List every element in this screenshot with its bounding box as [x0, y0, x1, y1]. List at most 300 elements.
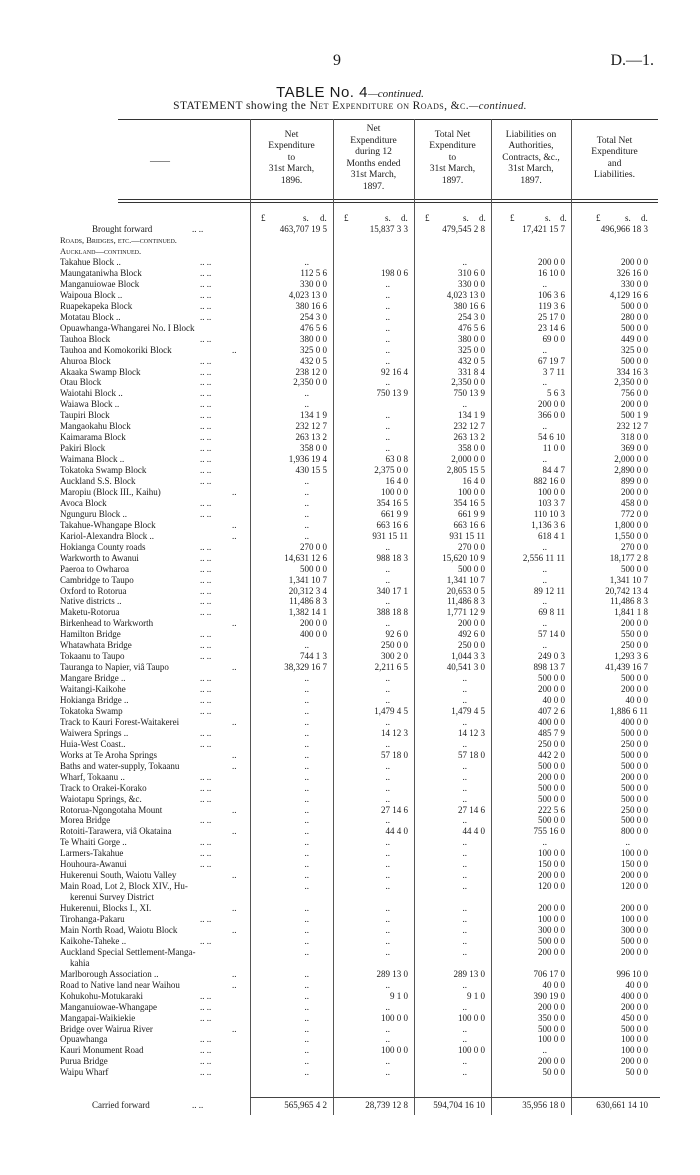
table-row	[0, 936, 700, 947]
cell-value: 270 0 0	[458, 541, 485, 552]
cell-value: 350 0 0	[538, 1012, 565, 1023]
cell-value: 198 0 6	[381, 267, 408, 278]
cell-value: ..	[462, 793, 467, 804]
cell-value: 20,742 13 4	[605, 585, 648, 596]
cell-value: ..	[304, 859, 309, 870]
column-header-line: 1896.	[280, 175, 303, 186]
table-row	[0, 684, 700, 695]
leader-dots: ..	[232, 979, 237, 990]
table-row	[0, 969, 700, 980]
row-label: Kariol-Alexandra Block ..	[60, 530, 154, 541]
cell-value: ..	[385, 1034, 390, 1045]
leader-dots: .. ..	[200, 640, 212, 651]
table-row	[0, 1024, 700, 1035]
cell-value: 11,486 8 3	[289, 596, 327, 607]
row-label: Auckland Special Settlement-Manga-	[60, 946, 196, 957]
leader-dots: .. ..	[200, 278, 212, 289]
cell-value: 331 8 4	[458, 366, 485, 377]
leader-dots: ..	[232, 662, 237, 673]
cell-value: 100 0 0	[621, 1034, 648, 1045]
table-row	[0, 596, 700, 607]
cell-value: 358 0 0	[300, 443, 327, 454]
cell-value: 1,841 1 8	[614, 607, 648, 618]
column-header-line: Total Net	[596, 135, 633, 146]
leader-dots: .. ..	[200, 793, 212, 804]
row-label: Rotorua-Ngongotaha Mount	[60, 804, 163, 815]
table-row	[0, 1034, 700, 1045]
row-label: Waimana Block ..	[60, 454, 125, 465]
cell-value: ..	[304, 881, 309, 892]
row-label: Track to Kauri Forest-Waitakerei	[60, 716, 180, 727]
cell-value: ..	[304, 782, 309, 793]
leader-dots: ..	[232, 760, 237, 771]
cell-value: ..	[304, 388, 309, 399]
cell-value: 744 1 3	[300, 651, 327, 662]
cell-value: ..	[542, 421, 547, 432]
leader-dots: .. ..	[200, 837, 212, 848]
cell-value: 263 13 2	[295, 432, 327, 443]
row-label: Main North Road, Waiotu Block	[60, 924, 178, 935]
cell-value: ..	[304, 1067, 309, 1078]
cell-value: ..	[462, 695, 467, 705]
row-label: Kaimarama Block	[60, 432, 126, 443]
header-bottom-rule-2	[118, 202, 658, 203]
cell-value: ..	[304, 771, 309, 782]
table-row	[0, 575, 700, 586]
cell-value: 200 0 0	[621, 946, 648, 957]
table-row	[0, 925, 700, 936]
cell-value: 120 0 0	[621, 881, 648, 892]
leader-dots: ..	[232, 749, 237, 760]
cell-value: 38,329 16 7	[284, 662, 327, 673]
cell-value: ..	[542, 596, 547, 607]
table-row	[0, 761, 700, 772]
cell-value: 750 13 9	[376, 388, 408, 399]
row-label: Huia-West Coast..	[60, 738, 126, 749]
table-row	[0, 651, 700, 662]
table-row	[0, 805, 700, 816]
cell-value: ..	[385, 596, 390, 607]
cell-value: ..	[304, 815, 309, 826]
cell-value: 50 0 0	[625, 1067, 648, 1078]
cell-value: 200 0 0	[538, 870, 565, 881]
row-label: Cambridge to Taupo	[60, 574, 134, 585]
cell-value: 432 0 5	[300, 355, 327, 366]
cell-value: 407 2 6	[538, 705, 565, 716]
leader-dots: .. ..	[200, 859, 212, 870]
cell-value: 200 0 0	[621, 257, 648, 267]
cell-value: 40 0 0	[625, 979, 648, 990]
row-label: Wharf, Tokaanu ..	[60, 771, 125, 782]
row-label: Hukerenui, Blocks I., XI.	[60, 903, 152, 914]
leader-dots: .. ..	[200, 410, 212, 421]
table-row	[0, 268, 700, 279]
cell-value: 300 2 0	[381, 651, 408, 662]
row-label: Hokianga Bridge ..	[60, 695, 129, 705]
cell-value: 2,350 0 0	[451, 377, 485, 388]
row-label: Waiotahi Block ..	[60, 388, 123, 399]
cell-value: 366 0 0	[538, 410, 565, 421]
row-label: Road to Native land near Waihou	[60, 979, 180, 990]
cell-value: 100 0 0	[621, 848, 648, 859]
cell-value: 476 5 6	[458, 322, 485, 333]
cell-value: 430 15 5	[295, 465, 327, 476]
cell-value: 200 0 0	[538, 903, 565, 914]
cell-value: ..	[385, 574, 390, 585]
cell-value: ..	[304, 399, 309, 410]
cell-value: ..	[385, 355, 390, 366]
table-row	[0, 531, 700, 542]
cell-value: ..	[385, 815, 390, 826]
cell-value: 500 0 0	[621, 793, 648, 804]
cell-value: 898 13 7	[533, 662, 565, 673]
table-row	[0, 356, 700, 367]
cell-value: 500 0 0	[538, 760, 565, 771]
table-row	[0, 673, 700, 684]
cell-value: 500 0 0	[538, 1023, 565, 1034]
row-label: Tokatoka Swamp Block	[60, 465, 147, 476]
cell-value: ..	[304, 870, 309, 881]
cell-value: ..	[385, 618, 390, 629]
cell-value: 103 3 7	[538, 497, 565, 508]
column-header-5	[571, 136, 658, 182]
table-row	[0, 662, 700, 673]
cell-value: ..	[304, 727, 309, 738]
cell-value: 330 0 0	[300, 278, 327, 289]
table-row	[0, 728, 700, 739]
cell-value: 326 16 0	[616, 267, 648, 278]
cell-value: ..	[385, 344, 390, 355]
row-label: Ruapekapeka Block	[60, 300, 133, 311]
cell-value: 134 1 9	[458, 410, 485, 421]
cell-value: 200 0 0	[538, 1056, 565, 1067]
cell-value: 380 0 0	[300, 333, 327, 344]
cell-value: ..	[385, 914, 390, 924]
leader-dots: ..	[232, 618, 237, 629]
row-label: Ngunguru Block ..	[60, 508, 127, 519]
row-label: Tauhoa Block	[60, 333, 111, 344]
leader-dots: .. ..	[200, 508, 212, 519]
cell-value: 289 13 0	[376, 968, 408, 979]
leader-dots: .. ..	[200, 497, 212, 508]
table-row	[0, 388, 700, 399]
cell-value: 4,023 13 0	[446, 289, 485, 300]
row-label: Mangare Bridge ..	[60, 673, 126, 684]
cell-value: ..	[542, 377, 547, 388]
cell-value: 41,439 16 7	[605, 662, 648, 673]
cell-value: 325 0 0	[300, 344, 327, 355]
row-label: Bridge over Wairua River	[60, 1023, 153, 1034]
cell-value: 40 0 0	[542, 695, 565, 705]
cell-value: 663 16 6	[376, 519, 408, 530]
cell-value: 200 0 0	[538, 1001, 565, 1012]
table-row	[0, 1045, 700, 1056]
cell-value: 100 0 0	[458, 1012, 485, 1023]
cell-value: 1,044 3 3	[451, 651, 485, 662]
cell-value: 57 18 0	[458, 749, 485, 760]
cell-value: ..	[462, 1023, 467, 1034]
cell-value: 800 0 0	[621, 826, 648, 837]
cell-value: 500 0 0	[300, 563, 327, 574]
cell-value: 9 1 0	[390, 990, 408, 1001]
cell-value: 2,805 15 5	[446, 465, 485, 476]
cell-value: 500 0 0	[621, 782, 648, 793]
cell-value: 449 0 0	[621, 333, 648, 344]
cell-value: ..	[304, 695, 309, 705]
cell-value: 2,350 0 0	[293, 377, 327, 388]
cell-value: 263 13 2	[453, 432, 485, 443]
cell-value: 663 16 6	[453, 519, 485, 530]
cell-value: 354 16 5	[453, 497, 485, 508]
cell-value: 354 16 5	[376, 497, 408, 508]
cell-value: 706 17 0	[533, 968, 565, 979]
row-label: Purua Bridge	[60, 1056, 108, 1067]
cell-value: 1,136 3 6	[531, 519, 565, 530]
cell-value: 476 5 6	[300, 322, 327, 333]
row-label: Tauranga to Napier, viâ Taupo	[60, 662, 169, 673]
leader-dots: .. ..	[200, 300, 212, 311]
table-row	[0, 618, 700, 629]
cell-value: 40 0 0	[542, 979, 565, 990]
cell-value: 249 0 3	[538, 651, 565, 662]
cell-value: 500 0 0	[538, 815, 565, 826]
table-row	[0, 443, 700, 454]
cell-value: 550 0 0	[621, 629, 648, 640]
cell-value: 200 0 0	[621, 684, 648, 695]
column-header-line: Total Net	[434, 129, 471, 140]
table-row	[0, 377, 700, 388]
cell-value: 500 0 0	[538, 673, 565, 684]
cell-value: ..	[304, 684, 309, 695]
cell-value: ..	[625, 837, 630, 848]
cell-value: 661 9 9	[458, 508, 485, 519]
cell-value: ..	[385, 443, 390, 454]
column-header-4	[491, 130, 571, 188]
cell-value: 100 0 0	[621, 914, 648, 924]
cell-value: ..	[304, 257, 309, 267]
leader-dots: ..	[232, 826, 237, 837]
column-header-1	[250, 130, 333, 188]
leader-dots: ..	[232, 870, 237, 881]
row-label: Auckland S.S. Block	[60, 476, 136, 486]
cell-value: ..	[462, 946, 467, 957]
cell-value: 11,486 8 3	[610, 596, 648, 607]
table-row	[0, 607, 700, 618]
row-label: Waipoua Block ..	[60, 289, 123, 300]
cell-value: ..	[385, 311, 390, 322]
cell-value: ..	[462, 760, 467, 771]
table-row	[0, 772, 700, 783]
cell-value: ..	[462, 848, 467, 859]
table-row	[0, 399, 700, 410]
table-row	[0, 629, 700, 640]
leader-dots: ..	[232, 344, 237, 355]
document-reference: D.—1.	[610, 52, 654, 69]
cell-value: 100 0 0	[538, 486, 565, 497]
cell-value: 300 0 0	[621, 924, 648, 935]
cell-value: ..	[304, 1023, 309, 1034]
cell-value: 1,382 14 1	[288, 607, 327, 618]
cell-value: 1,341 10 7	[288, 574, 327, 585]
cell-value: 18,177 2 8	[609, 552, 648, 563]
leader-dots: .. ..	[200, 432, 212, 443]
table-row	[0, 881, 700, 892]
cell-value: 20,653 0 5	[446, 585, 485, 596]
leader-dots: .. ..	[200, 705, 212, 716]
cell-value: 232 12 7	[453, 421, 485, 432]
table-row	[0, 301, 700, 312]
cell-value: ..	[385, 333, 390, 344]
table-row	[0, 542, 700, 553]
cell-value: 289 13 0	[453, 968, 485, 979]
cell-value: ..	[385, 1023, 390, 1034]
cell-value: ..	[385, 903, 390, 914]
row-label: Track to Orakei-Korako	[60, 782, 147, 793]
cell-value: 2,375 0 0	[374, 465, 408, 476]
leader-dots: .. ..	[200, 388, 212, 399]
table-row	[0, 279, 700, 290]
leader-dots: .. ..	[200, 289, 212, 300]
carried-forward-row: Carried forward .. .. 565,965 4 2 28,739 12 8 594,704 16 10 35,956 18 0 630,661 14 10	[92, 1100, 648, 1110]
column-header-line: Net	[284, 129, 299, 140]
cell-value: 882 16 0	[533, 476, 565, 486]
cell-value: ..	[304, 760, 309, 771]
cell-value: ..	[542, 563, 547, 574]
cell-value: ..	[304, 826, 309, 837]
cell-value: ..	[542, 837, 547, 848]
table-row	[0, 892, 700, 903]
cell-value: 23 14 6	[538, 322, 565, 333]
leader-dots: .. ..	[200, 914, 212, 924]
cell-value: 100 0 0	[621, 1045, 648, 1056]
cell-value: ..	[542, 574, 547, 585]
table-row	[0, 509, 700, 520]
leader-dots: .. ..	[200, 563, 212, 574]
row-label: Te Whaiti Gorge ..	[60, 837, 127, 848]
cell-value: 500 0 0	[621, 815, 648, 826]
cell-value: 57 18 0	[381, 749, 408, 760]
leader-dots: .. ..	[200, 333, 212, 344]
row-label: Motatau Block ..	[60, 311, 121, 322]
table-row	[0, 947, 700, 958]
column-header-line: Liabilities.	[594, 170, 635, 180]
cell-value: 67 19 7	[538, 355, 565, 366]
cell-value: 280 0 0	[621, 311, 648, 322]
cell-value: ..	[385, 848, 390, 859]
header-top-rule	[118, 119, 658, 120]
cell-value: ..	[304, 508, 309, 519]
cell-value: 380 16 6	[295, 300, 327, 311]
cell-value: 1,936 19 4	[288, 454, 327, 465]
cell-value: 250 0 0	[538, 738, 565, 749]
row-label: Opuawhanga-Whangarei No. I Block	[60, 322, 195, 333]
statement-subtitle: STATEMENT showing the Net Expenditure on Roads, &c.—continued.	[173, 100, 527, 112]
cell-value: ..	[304, 946, 309, 957]
cell-value: 500 0 0	[621, 1023, 648, 1034]
cell-value: 500 0 0	[538, 935, 565, 946]
row-label: Opuawhanga	[60, 1034, 108, 1045]
cell-value: 92 16 4	[381, 366, 408, 377]
cell-value: ..	[385, 289, 390, 300]
cell-value: ..	[385, 979, 390, 990]
units-row: £ s. d. £ s. d. £ s. d. £ s. d. £ s. d.	[261, 213, 648, 223]
carried-forward-rule	[250, 1097, 660, 1098]
cell-value: 200 0 0	[621, 870, 648, 881]
cell-value: ..	[304, 486, 309, 497]
cell-value: ..	[304, 793, 309, 804]
leader-dots: .. ..	[200, 377, 212, 388]
cell-value: ..	[385, 322, 390, 333]
row-label: Waiawa Block ..	[60, 399, 120, 410]
cell-value: 100 0 0	[458, 486, 485, 497]
cell-value: ..	[385, 793, 390, 804]
leader-dots: .. ..	[200, 476, 212, 486]
leader-dots: .. ..	[200, 1067, 212, 1078]
cell-value: 1,293 3 6	[614, 651, 648, 662]
row-label: Larmers-Takahue	[60, 848, 124, 859]
cell-value: 325 0 0	[621, 344, 648, 355]
row-label: Tokaanu to Taupo	[60, 651, 125, 662]
cell-value: 100 0 0	[381, 1045, 408, 1056]
cell-value: ..	[462, 257, 467, 267]
cell-value: ..	[304, 914, 309, 924]
cell-value: ..	[462, 979, 467, 990]
cell-value: 250 0 0	[381, 640, 408, 651]
cell-value: 110 10 3	[533, 508, 565, 519]
cell-value: ..	[542, 1045, 547, 1056]
leader-dots: .. ..	[200, 848, 212, 859]
cell-value: ..	[385, 1056, 390, 1067]
table-row	[0, 323, 700, 334]
cell-value: ..	[542, 344, 547, 355]
cell-value: 2,000 0 0	[614, 454, 648, 465]
row-label: Paeroa to Owharoa	[60, 563, 129, 574]
leader-dots: .. ..	[200, 990, 212, 1001]
description-column-header: ——	[150, 156, 170, 167]
cell-value: ..	[385, 935, 390, 946]
cell-value: 54 6 10	[538, 432, 565, 443]
cell-value: 450 0 0	[621, 1012, 648, 1023]
table-row	[0, 903, 700, 914]
table-row	[0, 432, 700, 443]
cell-value: 2,211 6 5	[374, 662, 408, 673]
cell-value: ..	[385, 881, 390, 892]
cell-value: ..	[462, 716, 467, 727]
leader-dots: ..	[232, 1023, 237, 1034]
cell-value: ..	[304, 1056, 309, 1067]
cell-value: ..	[385, 738, 390, 749]
cell-value: ..	[462, 935, 467, 946]
cell-value: 325 0 0	[458, 344, 485, 355]
cell-value: 120 0 0	[538, 881, 565, 892]
cell-value: ..	[385, 716, 390, 727]
cell-value: 44 4 0	[385, 826, 408, 837]
leader-dots: .. ..	[200, 727, 212, 738]
row-label: Tokatoka Swamp	[60, 705, 123, 716]
cell-value: ..	[304, 640, 309, 651]
cell-value: 50 0 0	[542, 1067, 565, 1078]
table-row	[0, 1067, 700, 1078]
cell-value: 2,000 0 0	[451, 454, 485, 465]
cell-value: ..	[304, 1045, 309, 1056]
cell-value: 500 0 0	[621, 935, 648, 946]
leader-dots: .. ..	[200, 684, 212, 695]
cell-value: ..	[385, 278, 390, 289]
row-label: Kohukohu-Motukaraki	[60, 990, 143, 1001]
leader-dots: .. ..	[200, 574, 212, 585]
leader-dots: .. ..	[200, 771, 212, 782]
leader-dots: .. ..	[200, 1056, 212, 1067]
